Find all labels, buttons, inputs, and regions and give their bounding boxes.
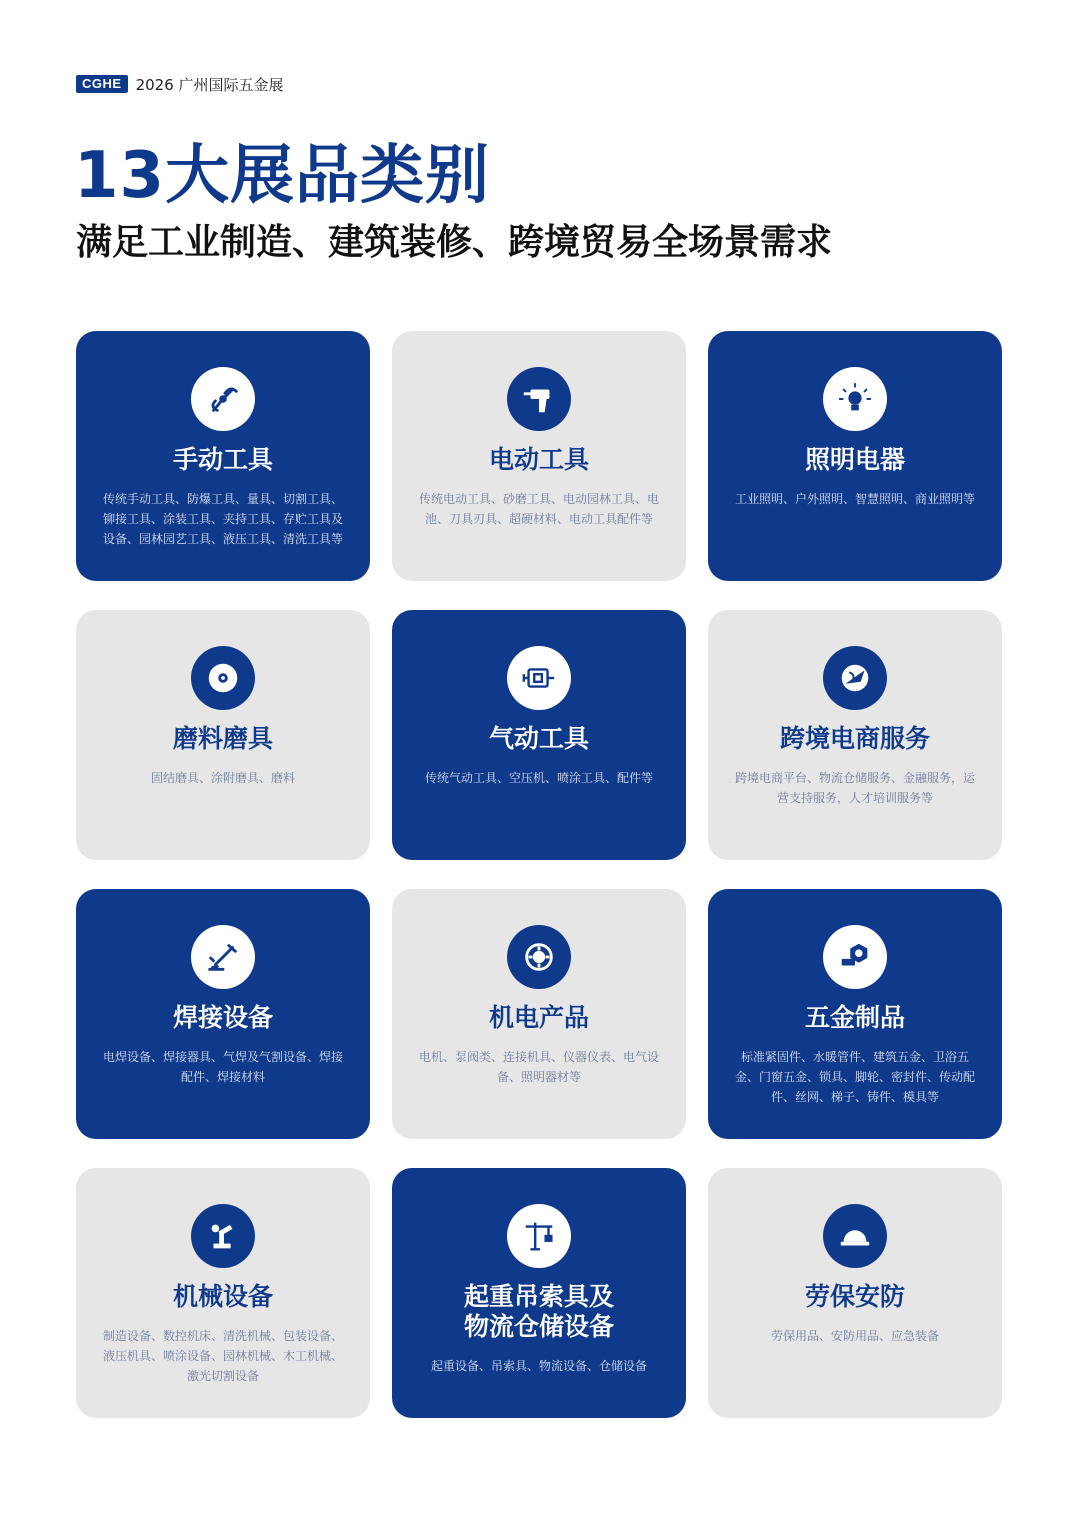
saw-blade-icon [191,646,255,710]
card-title: 机电产品 [488,1003,589,1032]
welding-torch-icon [191,925,255,989]
robot-arm-icon [191,1204,255,1268]
card-description: 跨境电商平台、物流仓储服务、金融服务，运营支持服务，人才培训服务等 [734,771,975,805]
card-title: 起重吊索具及 物流仓储设备 [463,1282,614,1341]
card-title: 照明电器 [804,445,905,474]
drill-icon [507,367,571,431]
card-description: 固结磨具、涂附磨具、磨料 [150,771,295,785]
category-card-machinery [76,1168,370,1418]
card-description: 传统手动工具、防爆工具、量具、切割工具、铆接工具、涂装工具、夹持工具、存贮工具及设备、园林园艺工具、液压工具、清洗工具等 [102,492,343,546]
card-title: 机械设备 [172,1282,273,1311]
page-title: 13大展品类别 [74,139,491,213]
crane-icon [507,1204,571,1268]
pneumatic-motor-icon [507,646,571,710]
card-title: 焊接设备 [172,1003,273,1032]
card-title: 磨料磨具 [172,724,273,753]
category-card-safety-protection [708,1168,1002,1418]
card-title: 劳保安防 [804,1282,905,1311]
header-tag [76,74,284,94]
category-grid [76,331,1002,1418]
card-description: 电焊设备、焊接器具、气焊及气割设备、焊接配件、焊接材料 [102,1050,343,1084]
card-description: 电机、泵阀类、连接机具、仪器仪表、电气设备、照明器材等 [418,1050,659,1084]
card-description: 传统电动工具、砂磨工具、电动园林工具、电池、刀具刃具、超硬材料、电动工具配件等 [418,492,659,526]
card-title: 电动工具 [488,445,589,474]
header-text: 2026 广州国际五金展 [135,75,284,94]
category-card-hardware-products [708,889,1002,1139]
category-card-manual-tools [76,331,370,581]
gear-cycle-icon [507,925,571,989]
card-description: 标准紧固件、水暖管件、建筑五金、卫浴五金、门窗五金、锁具、脚轮、密封件、传动配件、丝网、梯子、铸件、模具等 [734,1050,975,1104]
category-card-electromechanical [392,889,686,1139]
pliers-icon [191,367,255,431]
bolt-nut-icon [823,925,887,989]
page-subtitle: 满足工业制造、建筑装修、跨境贸易全场景需求 [76,222,833,263]
category-card-pneumatic-tools [392,610,686,860]
card-title: 手动工具 [172,445,273,474]
lightbulb-icon [823,367,887,431]
card-description: 制造设备、数控机床、清洗机械、包装设备、液压机具、喷涂设备、园林机械、木工机械、激光切割设备 [102,1329,343,1383]
category-card-cross-border-ecommerce [708,610,1002,860]
category-card-power-tools [392,331,686,581]
card-title: 五金制品 [804,1003,905,1032]
category-card-lifting-logistics [392,1168,686,1418]
hard-hat-icon [823,1204,887,1268]
card-description: 劳保用品、安防用品、应急装备 [770,1329,939,1343]
card-description: 工业照明、户外照明、智慧照明、商业照明等 [734,492,975,506]
globe-plane-icon [823,646,887,710]
card-description: 起重设备、吊索具、物流设备、仓储设备 [430,1359,647,1373]
card-description: 传统气动工具、空压机、喷涂工具、配件等 [424,771,653,785]
card-title: 气动工具 [488,724,589,753]
card-title: 跨境电商服务 [779,724,930,753]
category-card-abrasives [76,610,370,860]
category-card-welding [76,889,370,1139]
category-card-lighting [708,331,1002,581]
brand-badge: CGHE [76,75,128,93]
